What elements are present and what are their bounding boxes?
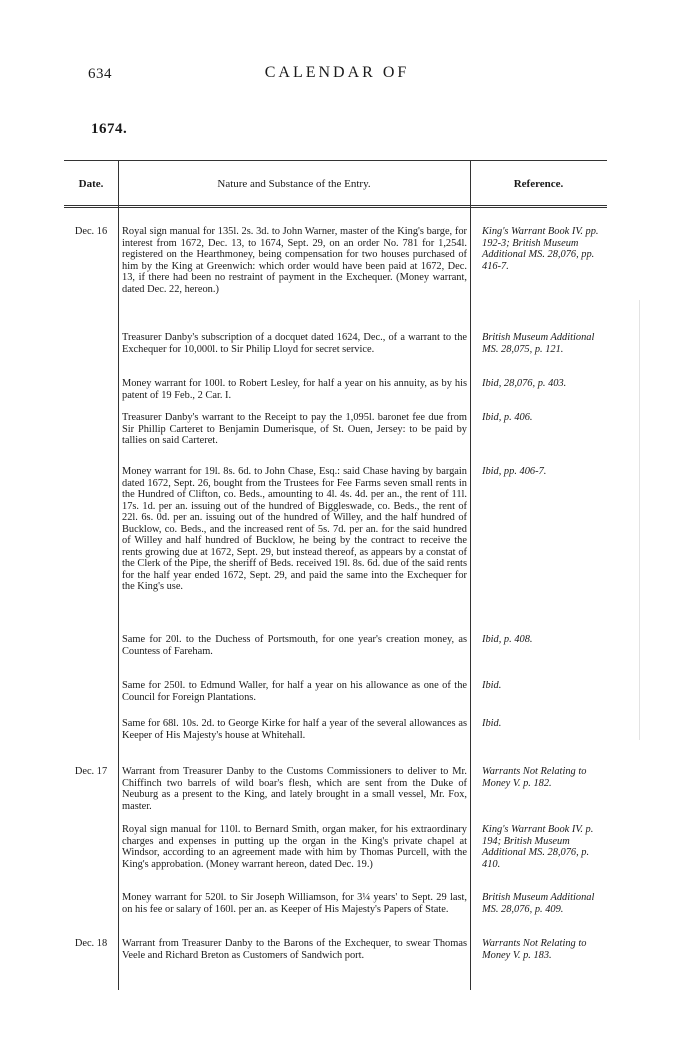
header-nature: Nature and Substance of the Entry.: [217, 178, 371, 190]
entry-reference: Ibid, p. 406.: [482, 412, 533, 423]
entry-reference: King's Warrant Book IV. pp. 192-3; British Museum Additional MS. 28,076, pp. 416-7.: [482, 226, 599, 272]
entry-text: Warrant from Treasurer Danby to the Customs Commissioners to deliver to Mr. Chiffinch two barrels of wild boar's flesh, which are sent from the Duke of Neuburg as a present to the King, and lately brought in a small vessel, Mr. Fox, master.: [122, 766, 467, 812]
entry-text: Money warrant for 19l. 8s. 6d. to John Chase, Esq.: said Chase having by bargain dated 1672, Sept. 26, bought from the Trustees for Fee Farms seven small rents in the Hundred of Clifton, co. Beds., amounting to 4l. 4s. 4d. per an., the rent of 11l. 17s. 1d. per an. issuing out of the hundred of Biggleswade, co. Beds., the rent of 22l. 6s. 0d. per an. issuing out of the hundred of Willey, and the half hundred of Bucklow, co. Beds., and the increased rent of 5s. 7d. per an. for the said hundred of Willey and half hundred of Bucklow, he being by the contract to receive the rents growing due at 1672, Sept. 29, but instead thereof, as appears by a constat of the Clerk of the Pipe, the sheriff of Beds. received 19l. 8s. 6d. due of the said rents for the half year ended 1672, Sept. 29, and paid the same into the Exchequer for the King's use.: [122, 466, 467, 592]
date-column-rule: [118, 160, 119, 990]
entry-text: Treasurer Danby's subscription of a docquet dated 1624, Dec., of a warrant to the Exchequer for 10,000l. to Sir Philip Lloyd for secret service.: [122, 332, 467, 355]
entry-reference: Ibid, p. 408.: [482, 634, 533, 645]
header-date: Date.: [78, 178, 104, 190]
page-number: 634: [88, 66, 112, 82]
entry-text: Same for 250l. to Edmund Waller, for half a year on his allowance as one of the Council for Foreign Plantations.: [122, 680, 467, 703]
entry-date: Dec. 18: [74, 938, 108, 949]
year-heading: 1674.: [91, 121, 128, 137]
entry-text: Warrant from Treasurer Danby to the Barons of the Exchequer, to swear Thomas Veele and Richard Breton as Customers of Sandwich port.: [122, 938, 467, 961]
entry-reference: Ibid, 28,076, p. 403.: [482, 378, 567, 389]
entry-text: Royal sign manual for 135l. 2s. 3d. to John Warner, master of the King's barge, for interest from 1672, Dec. 13, to 1674, Sept. 29, on an order No. 781 for 1,254l. registered on the Hearthmoney, being compensation for two houses purchased of him by the King at Greenwich: which order would have been paid at 1672, Dec. 13, if there had been no restraint of payment in the Exchequer. (Money warrant, dated Dec. 22, hereon.): [122, 226, 467, 295]
entry-reference: Warrants Not Relating to Money V. p. 183.: [482, 938, 587, 961]
entry-date: Dec. 17: [74, 766, 108, 777]
entry-text: Money warrant for 100l. to Robert Lesley, for half a year on his annuity, as by his patent of 19 Feb., 2 Car. I.: [122, 378, 467, 401]
entry-text: Treasurer Danby's warrant to the Receipt to pay the 1,095l. baronet fee due from Sir Phillip Carteret to Benjamin Dumerisque, of St. Ouen, Jersey: to be paid by tallies on said Carteret.: [122, 412, 467, 446]
entry-reference: Ibid.: [482, 718, 502, 729]
reference-column-rule: [470, 160, 471, 990]
calendar-table: [64, 160, 607, 990]
entry-date: Dec. 16: [74, 226, 108, 237]
entry-text: Same for 20l. to the Duchess of Portsmouth, for one year's creation money, as Countess of Fareham.: [122, 634, 467, 657]
entry-reference: Warrants Not Relating to Money V. p. 182.: [482, 766, 587, 789]
margin-watermark: [639, 300, 656, 740]
entry-reference: King's Warrant Book IV. p. 194; British Museum Additional MS. 28,076, p. 410.: [482, 824, 594, 870]
running-head: CALENDAR OF: [264, 64, 410, 81]
entry-reference: Ibid.: [482, 680, 502, 691]
entry-reference: British Museum Additional MS. 28,076, p. 409.: [482, 892, 595, 915]
header-bottom-rule-2: [64, 207, 607, 208]
entry-reference: Ibid, pp. 406-7.: [482, 466, 547, 477]
entry-text: Same for 68l. 10s. 2d. to George Kirke for half a year of the several allowances as Keeper of His Majesty's house at Whitehall.: [122, 718, 467, 741]
entry-reference: British Museum Additional MS. 28,075, p. 121.: [482, 332, 595, 355]
entry-text: Royal sign manual for 110l. to Bernard Smith, organ maker, for his extraordinary charges and expenses in putting up the organ in the King's private chapel at Windsor, according to an agreement made with him by Thomas Purcell, with the King's approbation. (Money warrant hereon, dated Dec. 19.): [122, 824, 467, 870]
header-reference: Reference.: [513, 178, 564, 190]
table-top-rule: [64, 160, 607, 161]
header-bottom-rule: [64, 205, 607, 206]
entry-text: Money warrant for 520l. to Sir Joseph Williamson, for 3¼ years' to Sept. 29 last, on his fee or salary of 160l. per an. as Keeper of His Majesty's Papers of State.: [122, 892, 467, 915]
